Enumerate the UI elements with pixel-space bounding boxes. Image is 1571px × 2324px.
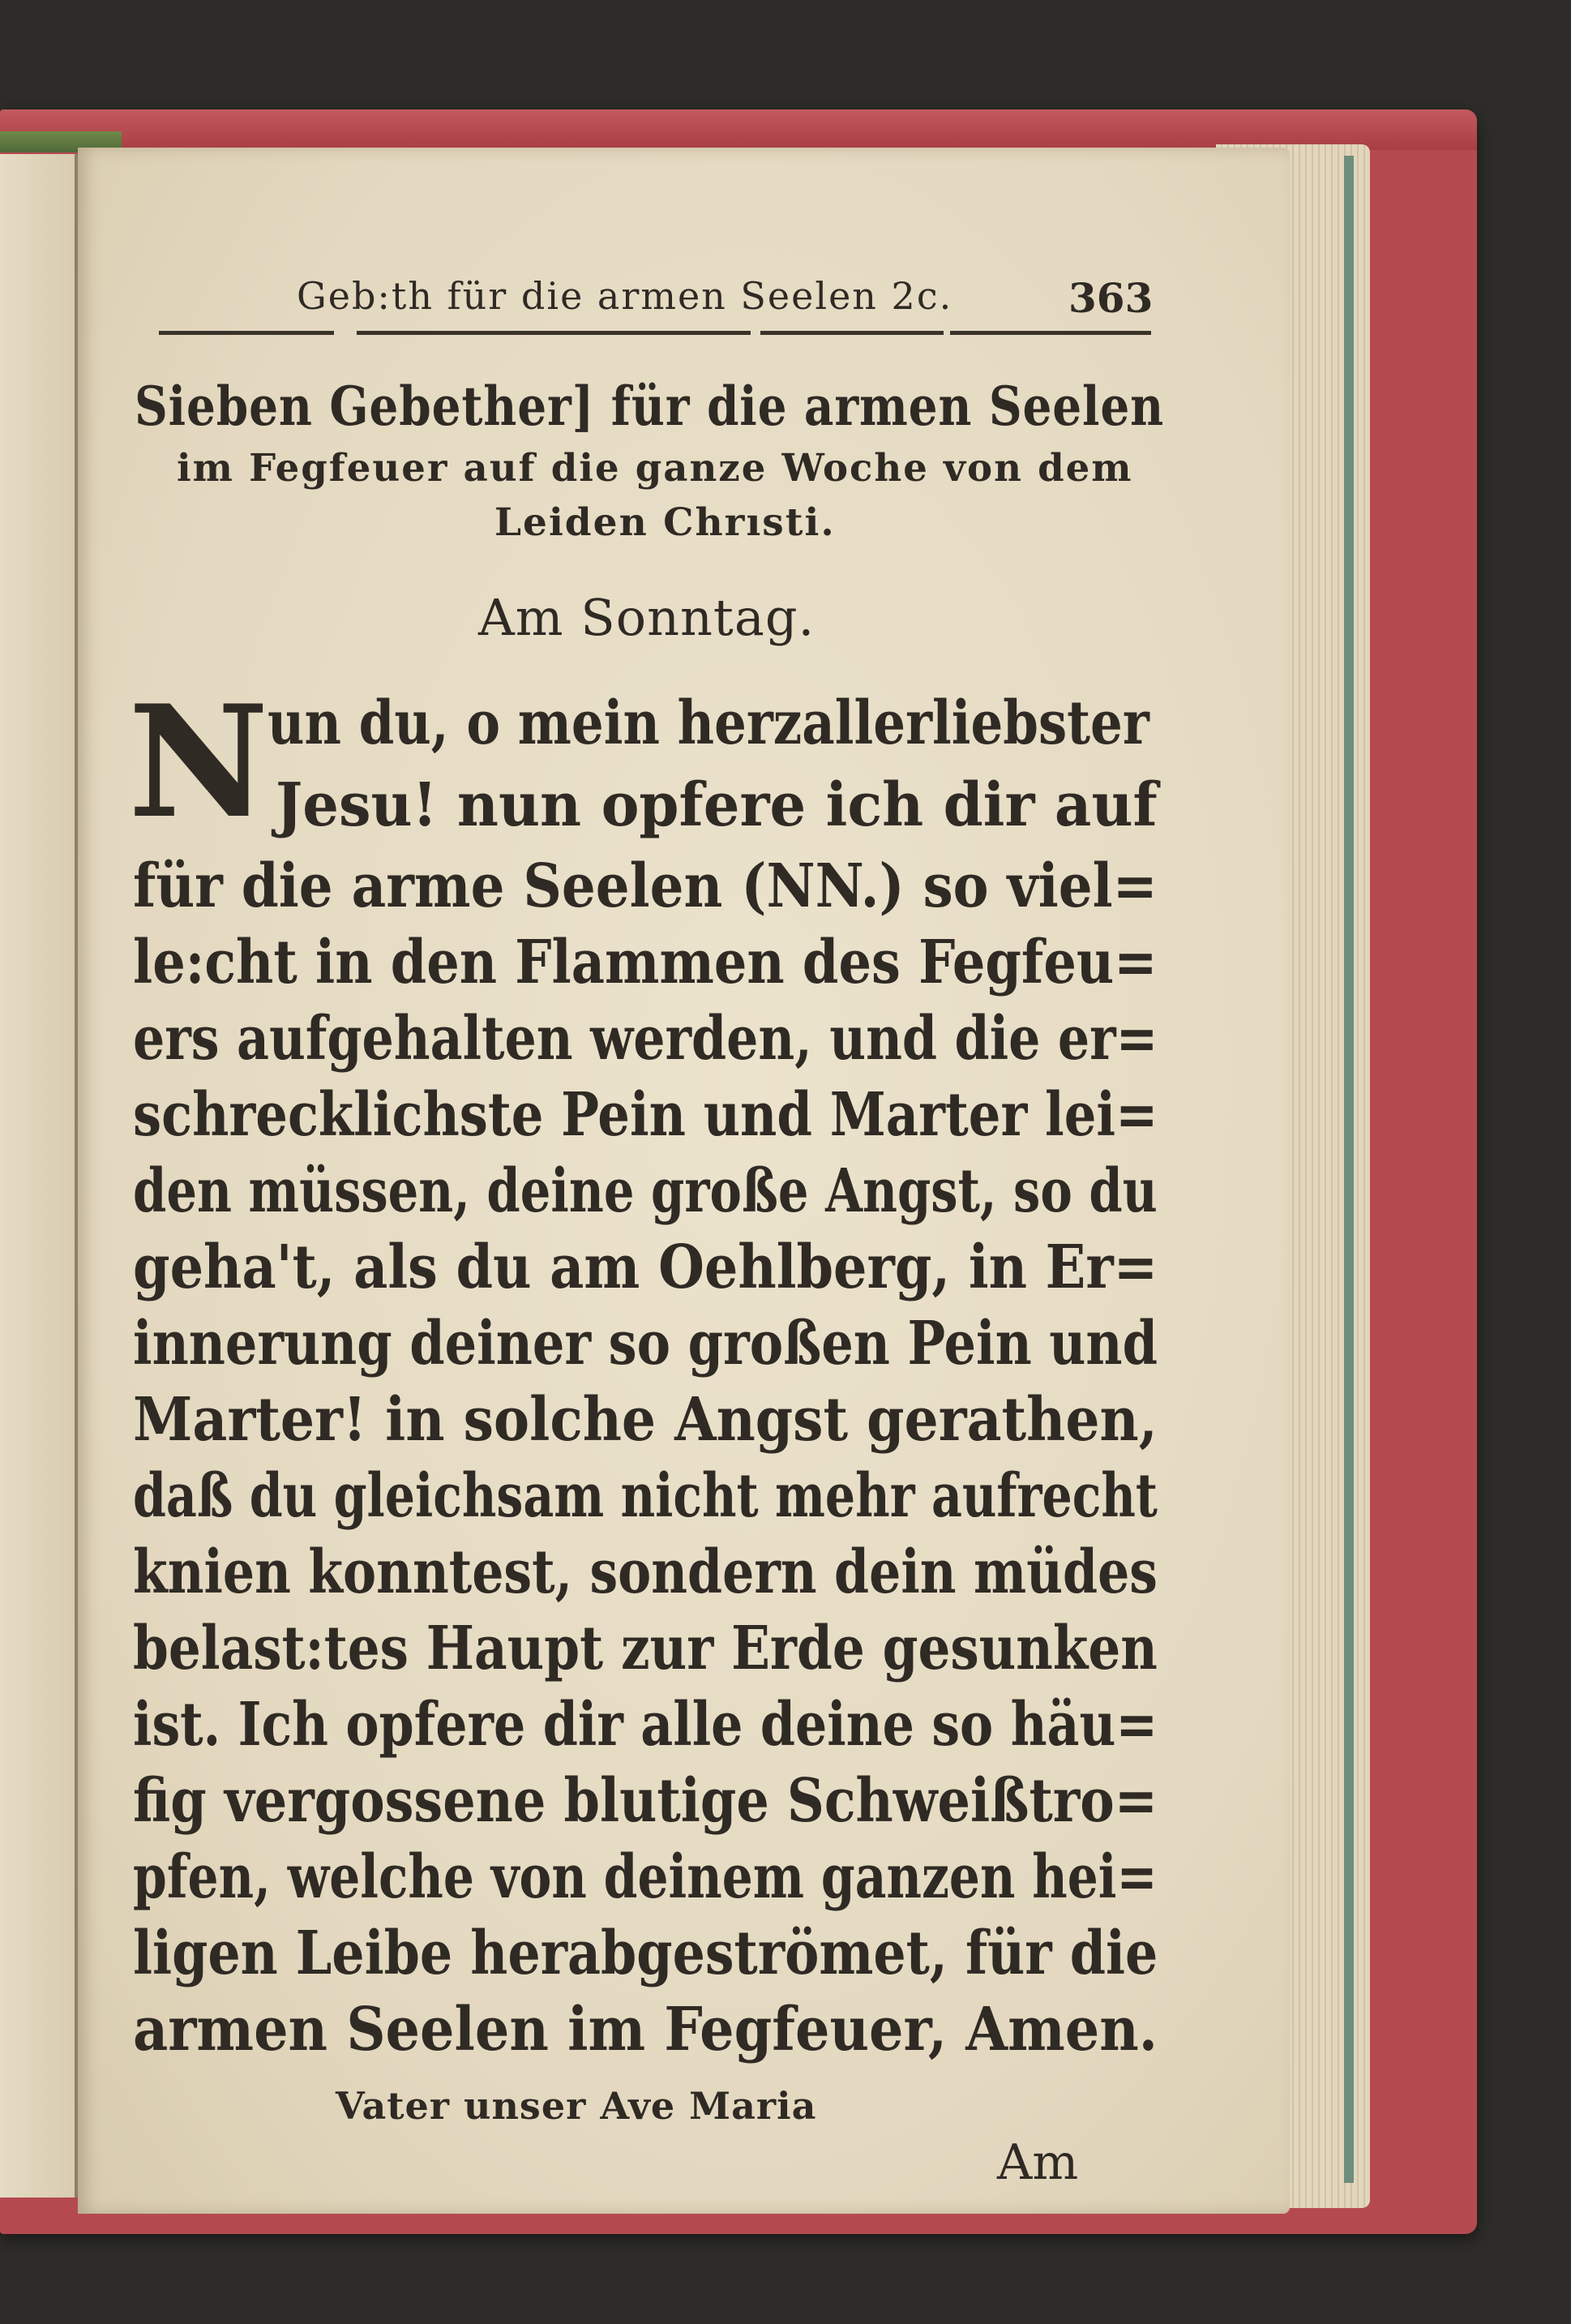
header-rule bbox=[760, 331, 944, 335]
catchword: Am bbox=[997, 2134, 1079, 2191]
drop-cap: N bbox=[128, 671, 269, 852]
header-rule bbox=[159, 331, 334, 335]
left-page-edge bbox=[0, 154, 78, 2198]
section-heading-line: im Fegfeuer auf die ganze Woche von dem bbox=[177, 446, 1133, 491]
page-number: 363 bbox=[1068, 274, 1154, 322]
section-heading-line: Leiden Chrısti. bbox=[494, 500, 836, 545]
text-line: armen Seelen im Fegfeuer, Amen. bbox=[133, 1995, 1158, 2065]
prayer-note: Vater unser Ave Maria bbox=[336, 2084, 817, 2128]
text-line: innerung deiner so großen Pein und bbox=[133, 1309, 1158, 1379]
text-line: belast:tes Haupt zur Erde gesunken bbox=[133, 1614, 1158, 1683]
day-subtitle: Am Sonntag. bbox=[478, 588, 815, 647]
running-head: Geb:th für die armen Seelen 2c. bbox=[297, 274, 953, 318]
text-line: für die arme Seelen (NN.) so viel= bbox=[133, 851, 1158, 921]
page-edge-ribbon bbox=[1344, 156, 1354, 2183]
text-line: le:cht in den Flammen des Fegfeu= bbox=[133, 928, 1158, 997]
text-line: Marter! in solche Angst gerathen, bbox=[133, 1385, 1158, 1455]
text-line: pfen, welche von deinem ganzen hei= bbox=[133, 1842, 1158, 1912]
text-line: ligen Leibe herabgeströmet, für die bbox=[133, 1919, 1158, 1988]
text-line: un du, o mein herzallerliebster bbox=[268, 688, 1149, 758]
text-line: geha't, als du am Oehlberg, in Er= bbox=[133, 1233, 1158, 1302]
text-line: Jesu! nun opfere ich dir auf bbox=[276, 770, 1158, 840]
header-rule bbox=[950, 331, 1151, 335]
text-line: knien konntest, sondern dein müdes bbox=[133, 1537, 1158, 1607]
text-line: den müssen, deine große Angst, so du bbox=[133, 1156, 1158, 1226]
text-line: daß du gleichsam nicht mehr aufrecht bbox=[133, 1461, 1158, 1531]
text-line: schrecklichste Pein und Marter lei= bbox=[133, 1080, 1158, 1150]
text-line: ist. Ich opfere dir alle deine so häu= bbox=[133, 1690, 1158, 1760]
text-line: ers aufgehalten werden, und die er= bbox=[133, 1004, 1158, 1074]
header-rule bbox=[357, 331, 751, 335]
text-line: fig vergossene blutige Schweißtro= bbox=[133, 1766, 1158, 1836]
section-heading-line: Sieben Gebether] für die armen Seelen bbox=[135, 375, 1165, 438]
